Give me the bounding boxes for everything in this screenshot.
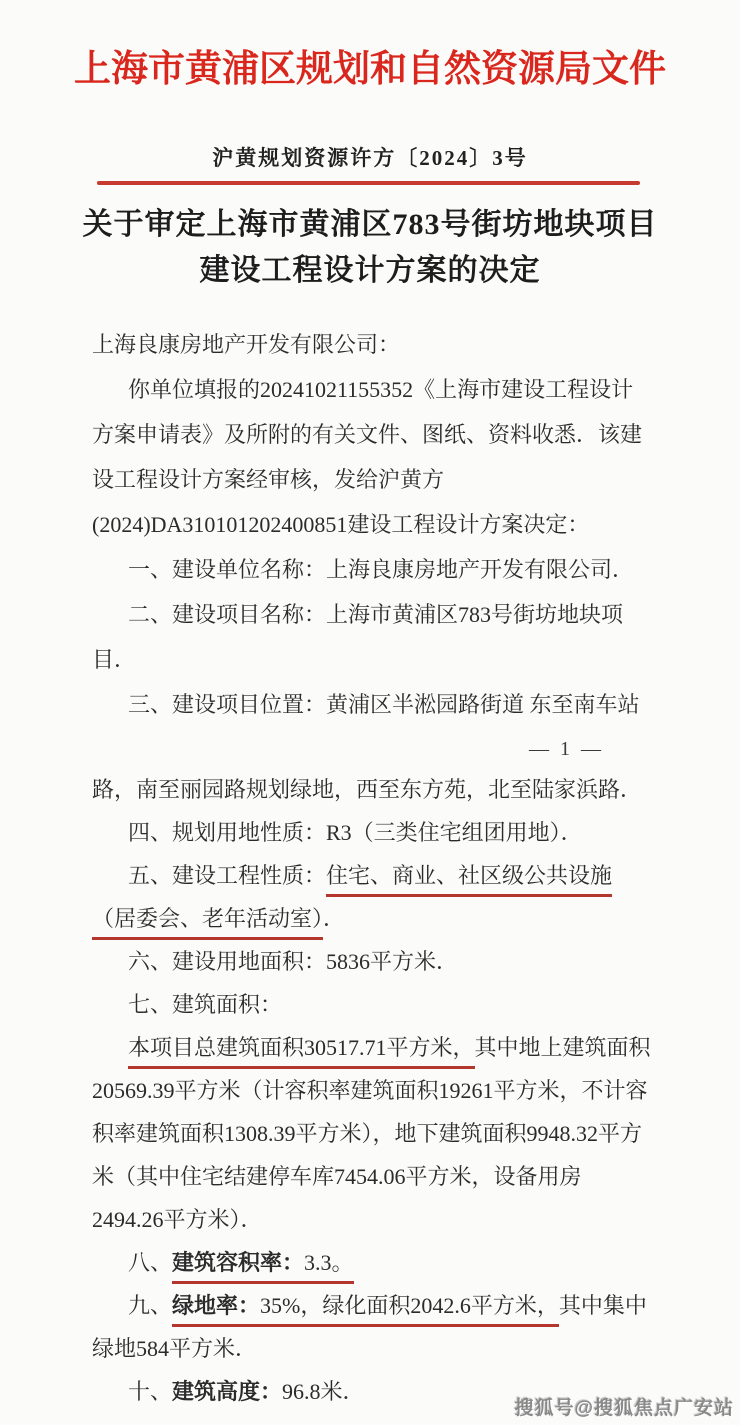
- paragraph: [92, 592, 652, 682]
- document-number: 沪黄规划资源许方〔2024〕3号: [212, 146, 528, 170]
- body-text: 你单位填报的20241021155352《上海市建设工程设计方案申请表》及所附的有关文件、图纸、资料收悉．该建设工程设计方案经审核，发给沪黄方(2024)DA310101202400851建设工程设计方案决定：: [92, 377, 643, 537]
- paragraph: [92, 1284, 652, 1370]
- body-text: 上海良康房地产开发有限公司：: [92, 332, 401, 357]
- body-text: 一、建设单位名称：上海良康房地产开发有限公司．: [128, 557, 635, 582]
- body-text: 96.8米．: [282, 1379, 365, 1404]
- red-underlined-text: 本项目总建筑面积30517.71平方米，: [128, 1035, 475, 1069]
- red-underlined-text: 绿地率：: [172, 1293, 260, 1327]
- page-number: — 1 —: [529, 738, 604, 760]
- body-text: ．: [323, 906, 346, 931]
- red-underlined-text: 35%，绿化面积2042.6平方米，: [260, 1293, 559, 1327]
- document-title: [0, 202, 740, 294]
- paragraph: [92, 811, 652, 854]
- paragraph: [92, 322, 652, 367]
- watermark: 搜狐号@搜狐焦点广安站: [514, 1398, 734, 1419]
- paragraph: [92, 682, 652, 727]
- paragraph: [92, 1241, 652, 1284]
- document-title-line2: 建设工程设计方案的决定: [199, 254, 541, 287]
- agency-header-title: 上海市黄浦区规划和自然资源局文件: [74, 48, 666, 89]
- document-body-page2: [92, 768, 652, 1413]
- body-text: 九、: [128, 1293, 173, 1318]
- document-title-line1: 关于审定上海市黄浦区783号街坊地块项目: [82, 208, 658, 241]
- paragraph: [92, 367, 652, 547]
- page1-paragraphs: [92, 322, 652, 727]
- body-text: 六、建设用地面积：5836平方米．: [128, 949, 459, 974]
- body-text: 五、建设工程性质：: [128, 863, 327, 888]
- body-text: 三、建设项目位置：黄浦区半淞园路街道 东至南车站: [128, 692, 640, 717]
- paragraph: [92, 940, 652, 983]
- red-underlined-text: 住宅、商业、社区级公共设施（居委会、老年活动室）: [92, 863, 612, 940]
- body-text: 八、: [128, 1250, 173, 1275]
- body-text: 建筑高度：: [172, 1379, 283, 1404]
- paragraph: [92, 547, 652, 592]
- body-text: 四、规划用地性质：R3（三类住宅组团用地）．: [128, 820, 583, 845]
- document-body-page1: [92, 322, 652, 772]
- body-text: 十、: [128, 1379, 173, 1404]
- body-text: 路，南至丽园路规划绿地，西至东方苑，北至陆家浜路．: [92, 777, 643, 802]
- body-text: 其中地上建筑面积20569.39平方米（计容积率建筑面积19261平方米，不计容积率建筑面积1308.39平方米），地下建筑面积9948.32平方米（其中住宅结建停车库7454.06平方米，设备用房2494.26平方米）．: [92, 1035, 651, 1232]
- paragraph: [92, 983, 652, 1026]
- red-separator-line: [97, 181, 640, 185]
- red-underlined-text: 3.3。: [304, 1250, 354, 1284]
- body-text: 其中集中绿地584平方米．: [92, 1293, 647, 1361]
- page2-paragraphs: [92, 768, 652, 1413]
- paragraph: [92, 854, 652, 940]
- paragraph: [92, 768, 652, 811]
- body-text: 七、建筑面积：: [128, 992, 283, 1017]
- red-underlined-text: 建筑容积率：: [172, 1250, 304, 1284]
- paragraph: [92, 1026, 652, 1241]
- body-text: 二、建设项目名称：上海市黄浦区783号街坊地块项目．: [92, 602, 624, 672]
